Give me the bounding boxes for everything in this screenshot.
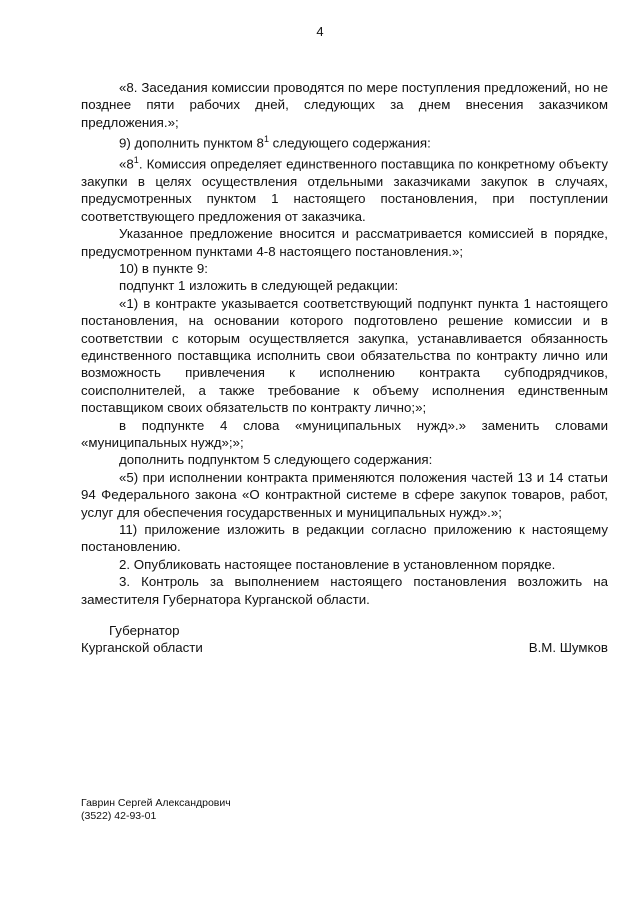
paragraph-subpoint-5: «5) при исполнении контракта применяются положения частей 13 и 14 статьи 94 Федерального закона «О контрактной системе в сфере закупок товаров, работ, услуг для обеспечения государственных и муниципальных нужд».»; [81,469,608,520]
paragraph-subpoint-5-intro: дополнить подпунктом 5 следующего содержания: [119,452,433,468]
paragraph-add-8-1: 9) дополнить пунктом $8^1$ следующего содержания: [119,134,431,151]
paragraph-8: «8. Заседания комиссии проводятся по мере поступления предложений, но не позднее пяти рабочих дней, следующих за днем внесения заказчиком предложения.»; [81,80,608,130]
signatory-title: Губернатор Курганской области [81,623,203,655]
signatory-name: В.М. Шумков [528,640,608,655]
executor-name: Гаврин Сергей Александрович [81,797,231,809]
paragraph-proposal: Указанное предложение вносится и рассматривается комиссией в порядке, предусмотренном пунктами 4-8 настоящего постановления.»; [81,226,608,259]
paragraph-point-10: 10) в пункте 9: [119,260,208,276]
executor-phone: (3522) 42-93-01 [81,810,157,822]
paragraph-publish: 2. Опубликовать настоящее постановление в установленном порядке. [119,556,556,572]
signature-block [81,622,608,656]
document-body [81,79,608,608]
executor-contact [81,797,231,823]
paragraph-subpoint-4: в подпункте 4 слова «муниципальных нужд».» заменить словами «муниципальных нужд»;»; [81,417,608,450]
paragraph-8-1: «$8^1$. Комиссия определяет единственного поставщика по конкретному объекту закупки в целях осуществления отдельными заказчиками закупок в случаях, предусмотренных пунктом 1 настоящего постановления, при поступлении соответствующего предложения от заказчика. [81,155,608,224]
paragraph-control: 3. Контроль за выполнением настоящего постановления возложить на заместителя Губернатора Курганской области. [81,574,608,607]
paragraph-point-11: 11) приложение изложить в редакции согласно приложению к настоящему постановлению. [81,522,608,555]
paragraph-subpoint-1-intro: подпункт 1 изложить в следующей редакции: [119,278,399,294]
paragraph-subpoint-1: «1) в контракте указывается соответствующий подпункт пункта 1 настоящего постановления, на основании которого подготовлено решение комиссии и в соответствии с которым осуществляется закупка, устанавливается обязанность единственного поставщика исполнить свои обязательства по контракту лично или возможность привлечения к исполнению контракта субподрядчиков, соисполнителей, а также требование к объему исполнения единственным поставщиком своих обязательств по контракту лично;»; [81,295,608,416]
page-number: 4 [316,24,324,39]
